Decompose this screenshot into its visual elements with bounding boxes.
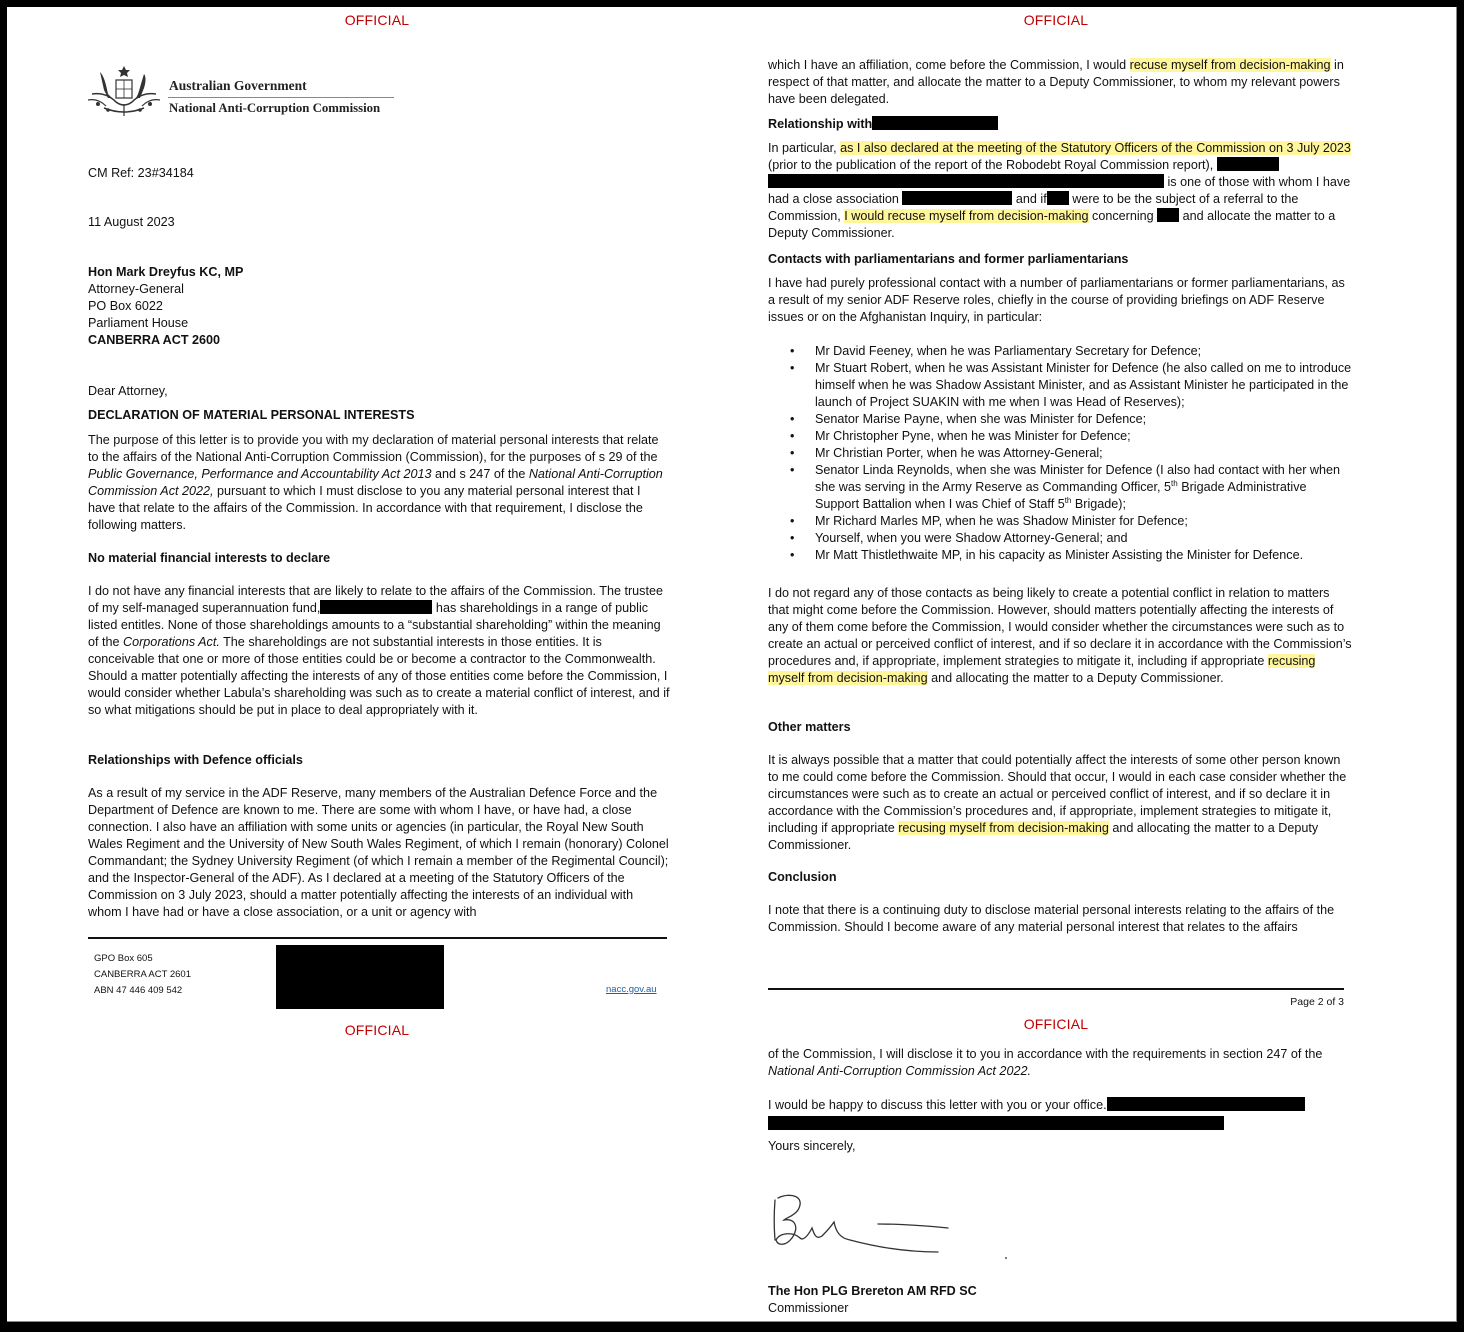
redaction-block bbox=[768, 174, 1164, 188]
relationship-text-2: (prior to the publication of the report of the Robodebt Royal Commission report), bbox=[768, 158, 1214, 172]
highlighted-text: recuse myself from decision-making bbox=[1129, 58, 1331, 72]
footer-address-line2: CANBERRA ACT 2601 bbox=[94, 969, 191, 980]
recipient-title: Attorney-General bbox=[88, 282, 184, 296]
other-text-2: and allocating the matter to a Deputy Commissioner. bbox=[768, 821, 1319, 852]
list-item: • Mr Christian Porter, when he was Attorney-General; bbox=[768, 445, 1352, 462]
contacts-conclusion-paragraph bbox=[768, 585, 1352, 687]
list-item: • Mr Christopher Pyne, when he was Minister for Defence; bbox=[768, 428, 1352, 445]
list-item: • Mr Matt Thistlethwaite MP, in his capacity as Minister Assisting the Minister for Defence. bbox=[768, 547, 1352, 564]
financial-text-3: The shareholdings are not substantial interests in those entities. It is conceivable that one or more of those entities could be or become a contractor to the Commonwealth. Should a matter potentially affecting the interests of any of those entities come before the Commission, I would consider whether Labula’s shareholding was such as to create a material conflict of interest, and if so what mitigations should be put in place to deal appropriately with it. bbox=[88, 635, 670, 717]
redaction-block bbox=[276, 945, 444, 1009]
parliamentarians-list bbox=[768, 343, 1352, 564]
intro-text-1: The purpose of this letter is to provide you with my declaration of material personal interests that relate to the affairs of the National Anti-Corruption Commission (Commission), for the purposes of s 29 of the bbox=[88, 433, 659, 464]
continuation-paragraph bbox=[768, 57, 1352, 108]
conclusion-heading: Conclusion bbox=[768, 870, 837, 884]
letterhead bbox=[86, 64, 398, 120]
reynolds-text-2: Brigade Administrative Support Battalion when I was Chief of Staff 5 bbox=[815, 480, 1307, 511]
list-item: • Senator Marise Payne, when she was Minister for Defence; bbox=[768, 411, 1352, 428]
intro-text-2: and s 247 of the bbox=[431, 467, 529, 481]
intro-act-1: Public Governance, Performance and Accountability Act 2013 bbox=[88, 467, 432, 481]
contacts-text-1: I do not regard any of those contacts as being likely to create a potential conflict in relation to matters that might come before the Commission. However, should matters potentially affecting the interests of any of them come before the Commission, I would consider whether the circumstances were such as to create an actual or perceived conflict of interest, and if so declare it in accordance with the Commission’s procedures and, if appropriate, implement strategies to mitigate it, including if appropriate bbox=[768, 586, 1352, 668]
final-act: National Anti-Corruption Commission Act 2022. bbox=[768, 1064, 1031, 1078]
highlighted-text: I would recuse myself from decision-making bbox=[844, 209, 1089, 223]
conclusion-paragraph: I note that there is a continuing duty to disclose material personal interests relating to the affairs of the Commission. Should I become aware of any material personal interest that relates to the affairs bbox=[768, 903, 1335, 934]
salutation: Dear Attorney, bbox=[88, 384, 168, 398]
financial-act: Corporations Act. bbox=[123, 635, 220, 649]
list-item bbox=[768, 462, 1352, 513]
other-matters-heading: Other matters bbox=[768, 720, 851, 734]
final-text: of the Commission, I will disclose it to you in accordance with the requirements in section 247 of the bbox=[768, 1047, 1323, 1061]
signature-icon bbox=[770, 1188, 1020, 1268]
defence-heading: Relationships with Defence officials bbox=[88, 753, 303, 767]
parliamentarians-heading: Contacts with parliamentarians and former parliamentarians bbox=[768, 252, 1129, 266]
relationship-heading-text: Relationship with bbox=[768, 117, 873, 131]
ordinal-suffix: th bbox=[1064, 495, 1072, 505]
relationship-text-6: concerning bbox=[1088, 209, 1154, 223]
defence-paragraph: As a result of my service in the ADF Reserve, many members of the Australian Defence Force and the Department of Defence are known to me. There are some with whom I have, or have had, a close connection. I also have an affiliation with some units or agencies (in particular, the Royal New South Wales Regiment and the University of New South Wales Regiment, of which I remain (honorary) Colonel Commandant; the Sydney University Regiment (of which I remain a member of the Regimental Council); and the Inspector-General of the ADF). As I declared at a meeting of the Statutory Officers of the Commission on 3 July 2023, should a matter potentially affecting the interests of an individual with whom I have had or have a close association, or a unit or agency with bbox=[88, 786, 669, 919]
intro-act-2: National Anti-Corruption Commission Act 2022, bbox=[88, 467, 663, 498]
continuation-text-2: in respect of that matter, and allocate the matter to a Deputy Commissioner, to whom my relevant powers have been delegated. bbox=[768, 58, 1344, 106]
letter-subject: DECLARATION OF MATERIAL PERSONAL INTERESTS bbox=[88, 408, 415, 422]
closing: Yours sincerely, bbox=[768, 1139, 856, 1153]
list-item: • Yourself, when you were Shadow Attorney-General; and bbox=[768, 530, 1352, 547]
recipient-city: CANBERRA ACT 2600 bbox=[88, 333, 221, 347]
list-item: • Mr Stuart Robert, when he was Assistant Minister for Defence (he also called on me to introduce himself when he was Shadow Assistant Minister, and as Assistant Minister he participated in the launch of Project SUAKIN with me when I was Head of Reserves); bbox=[768, 360, 1352, 411]
list-item: • Mr Richard Marles MP, when he was Shadow Minister for Defence; bbox=[768, 513, 1352, 530]
coat-of-arms-icon bbox=[86, 64, 162, 118]
intro-paragraph bbox=[88, 432, 670, 534]
signatory-name: The Hon PLG Brereton AM RFD SC bbox=[768, 1284, 977, 1298]
letter-date: 11 August 2023 bbox=[88, 215, 175, 229]
recipient-name: Hon Mark Dreyfus KC, MP bbox=[88, 265, 244, 279]
recipient-address-line2: Parliament House bbox=[88, 316, 189, 330]
financial-heading: No material financial interests to declare bbox=[88, 551, 331, 565]
financial-paragraph bbox=[88, 583, 670, 719]
classification-marking-bottom-left: OFFICIAL bbox=[344, 1022, 410, 1038]
relationship-text-4: and if bbox=[1012, 192, 1047, 206]
other-matters-paragraph bbox=[768, 752, 1352, 854]
classification-marking-top-right: OFFICIAL bbox=[1023, 12, 1089, 28]
reynolds-text-3: Brigade); bbox=[1071, 497, 1126, 511]
redaction-block bbox=[1047, 191, 1069, 205]
classification-marking-page3: OFFICIAL bbox=[1023, 1016, 1089, 1032]
ordinal-suffix: th bbox=[1171, 478, 1178, 488]
redaction-block bbox=[872, 116, 998, 130]
intro-text-3: pursuant to which I must disclose to you any material personal interest that I have that relate to the affairs of the Commission. In accordance with that requirement, I disclose the following matters. bbox=[88, 484, 643, 532]
relationship-text-5: were to be the subject of a referral to the Commission, bbox=[768, 192, 1299, 223]
discuss-line bbox=[768, 1097, 1305, 1114]
letterhead-divider bbox=[168, 97, 394, 98]
letterhead-government: Australian Government bbox=[169, 78, 307, 93]
redaction-block bbox=[1107, 1097, 1305, 1111]
highlighted-text: recusing myself from decision-making bbox=[768, 654, 1316, 685]
page-number: Page 2 of 3 bbox=[1290, 996, 1344, 1008]
reference-number: CM Ref: 23#34184 bbox=[88, 166, 194, 180]
redaction-block bbox=[902, 191, 1012, 205]
redaction-block bbox=[1217, 157, 1279, 171]
continuation-text-1: which I have an affiliation, come before the Commission, I would bbox=[768, 58, 1130, 72]
relationship-heading bbox=[768, 116, 998, 133]
redaction-block bbox=[320, 600, 432, 614]
final-paragraph bbox=[768, 1046, 1352, 1080]
financial-text-1: I do not have any financial interests that are likely to relate to the affairs of the Commission. The trustee of my self-managed superannuation fund, bbox=[88, 584, 663, 615]
footer-abn: ABN 47 446 409 542 bbox=[94, 985, 183, 996]
relationship-text-7: and allocate the matter to a Deputy Commissioner. bbox=[768, 209, 1336, 240]
footer-address bbox=[94, 951, 191, 999]
page-footer-divider bbox=[768, 988, 1344, 990]
letterhead-agency: National Anti-Corruption Commission bbox=[169, 101, 381, 115]
highlighted-text: recusing myself from decision-making bbox=[898, 821, 1109, 835]
relationship-text-1: In particular, bbox=[768, 141, 841, 155]
website-link[interactable]: nacc.gov.au bbox=[606, 984, 657, 995]
footer-divider bbox=[88, 937, 667, 939]
relationship-text-3: is one of those with whom I have had a close association bbox=[768, 175, 1351, 206]
discuss-text: I would be happy to discuss this letter with you or your office. bbox=[768, 1098, 1107, 1112]
other-text-1: It is always possible that a matter that could potentially affect the interests of some other person known to me could come before the Commission. Should that occur, I would in each case consider whether the circumstances were such as to create an actual or perceived conflict of interest, and if so declare it in accordance with the Commission’s procedures and, if appropriate, implement strategies to mitigate it, including if appropriate bbox=[768, 753, 1347, 835]
contacts-text-2: and allocating the matter to a Deputy Commissioner. bbox=[927, 671, 1224, 685]
classification-marking-top-left: OFFICIAL bbox=[344, 12, 410, 28]
footer-address-line1: GPO Box 605 bbox=[94, 953, 153, 964]
financial-text-2: has shareholdings in a range of public listed entitles. None of those shareholdings amounts to a “substantial shareholding” within the meaning of the bbox=[88, 601, 661, 649]
reynolds-text-1: Senator Linda Reynolds, when she was Minister for Defence (I also had contact with her when she was serving in the Army Reserve as Commanding Officer, 5 bbox=[815, 463, 1341, 494]
highlighted-text: as I also declared at the meeting of the Statutory Officers of the Commission on 3 July 2023 bbox=[840, 141, 1351, 155]
list-item: • Mr David Feeney, when he was Parliamentary Secretary for Defence; bbox=[768, 343, 1352, 360]
redaction-block bbox=[768, 1116, 1224, 1130]
relationship-paragraph bbox=[768, 140, 1352, 242]
signatory-role: Commissioner bbox=[768, 1301, 849, 1315]
parliamentarians-intro: I have had purely professional contact with a number of parliamentarians or former parliamentarians, as a result of my senior ADF Reserve roles, chiefly in the course of providing briefings on ADF Reserve issues or on the Afghanistan Inquiry, in particular: bbox=[768, 276, 1345, 324]
recipient-address-line1: PO Box 6022 bbox=[88, 299, 163, 313]
recipient-address bbox=[88, 264, 243, 349]
redaction-block bbox=[1157, 208, 1179, 222]
